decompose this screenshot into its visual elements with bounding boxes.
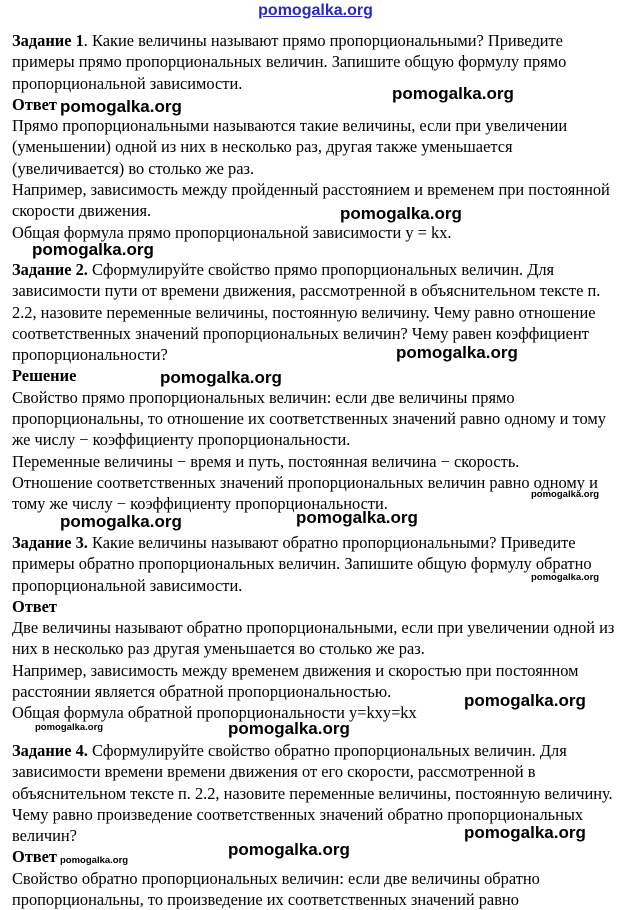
watermark: pomogalka.org <box>531 489 600 500</box>
watermark: pomogalka.org <box>392 84 514 103</box>
task-2-question-text: Сформулируйте свойство прямо пропорциональных величин. Для зависимости пути от времени движения, рассмотренной в объяснительном тексте п. 2.2, назовите переменные величины, постоянную величину. Чему равно отношение соответственных значений пропорциональных величин? Чему равен коэффициент пропорциональности? <box>12 260 601 365</box>
task-1-answer-label: Ответ <box>12 94 57 114</box>
task-3-paragraph: Например, зависимость между временем движения и скоростью при постоянном расстоянии является обратной пропорциональностью. <box>12 660 579 702</box>
site-header-watermark[interactable]: pomogalka.org <box>258 2 373 19</box>
task-2-question <box>12 259 624 365</box>
task-2-paragraph: Отношение соответственных значений пропорциональных величин равно одному и тому же числу − коэффициенту пропорциональности. <box>12 472 598 514</box>
task-4-title: Задание 4. <box>12 741 88 760</box>
watermark: pomogalka.org <box>464 691 586 710</box>
watermark: pomogalka.org <box>464 823 586 842</box>
task-4-answer-label: Ответ <box>12 847 57 867</box>
task-4-paragraph: Свойство обратно пропорциональных величин: если две величины обратно пропорциональны, то произведение их соответственных значений равно <box>12 868 540 910</box>
watermark: pomogalka.org <box>32 240 154 259</box>
watermark: pomogalka.org <box>60 855 129 866</box>
task-2-title: Задание 2. <box>12 260 88 279</box>
watermark: pomogalka.org <box>60 512 182 531</box>
task-1-question-text: . Какие величины называют прямо пропорциональными? Приведите примеры прямо пропорциональных величин. Запишите общую формулу прямо пропорциональной зависимости. <box>12 31 567 93</box>
task-4-question-text: Сформулируйте свойство обратно пропорциональных величин. Для зависимости времени времени движения от его скорости, рассмотренной в объяснительном тексте п. 2.2, назовите переменные величины, постоянную величину. Чему равно произведение соответственных значений обратно пропорциональных величин? <box>12 741 613 846</box>
task-3-title: Задание 3. <box>12 533 88 552</box>
task-2 <box>12 259 624 515</box>
task-2-answer-label: Решение <box>12 366 77 386</box>
task-1 <box>12 30 624 243</box>
task-1-paragraph: Общая формула прямо пропорциональной зависимости y = kx. <box>12 222 452 242</box>
task-2-paragraph: Свойство прямо пропорциональных величин: если две величины прямо пропорциональны, то отношение их соответственных значений равно одному и тому же числу − коэффициенту пропорциональности. <box>12 387 606 450</box>
watermark: pomogalka.org <box>340 204 462 223</box>
task-1-paragraph: Прямо пропорциональными называются такие величины, если при увеличении (уменьшении) одной из них в несколько раз, другая также уменьшается (увеличивается) во столько же раз. <box>12 116 568 178</box>
watermark: pomogalka.org <box>396 343 518 362</box>
watermark: pomogalka.org <box>160 368 282 387</box>
task-1-title: Задание 1 <box>12 31 84 50</box>
task-1-paragraph: Например, зависимость между пройденный расстоянием и временем при постоянной скорости движения. <box>12 180 610 221</box>
watermark: pomogalka.org <box>531 572 600 583</box>
watermark: pomogalka.org <box>296 508 418 527</box>
watermark: pomogalka.org <box>228 840 350 859</box>
watermark: pomogalka.org <box>35 722 104 733</box>
task-1-question <box>12 30 624 94</box>
task-3-answer-label: Ответ <box>12 596 57 616</box>
task-3-question-text: Какие величины называют обратно пропорциональными? Приведите примеры обратно пропорциональных величин. Запишите общую формулу обратно пропорциональной зависимости. <box>12 533 592 595</box>
task-3-paragraph: Две величины называют обратно пропорциональными, если при увеличении одной из них в несколько раз другая уменьшается во столько же раз. <box>12 618 615 659</box>
task-3-paragraph: Общая формула обратной пропорциональности y=kxy=kx <box>12 703 417 723</box>
task-2-paragraph: Переменные величины − время и путь, постоянная величина − скорость. <box>12 451 520 471</box>
watermark: pomogalka.org <box>60 97 182 116</box>
watermark: pomogalka.org <box>228 719 350 738</box>
